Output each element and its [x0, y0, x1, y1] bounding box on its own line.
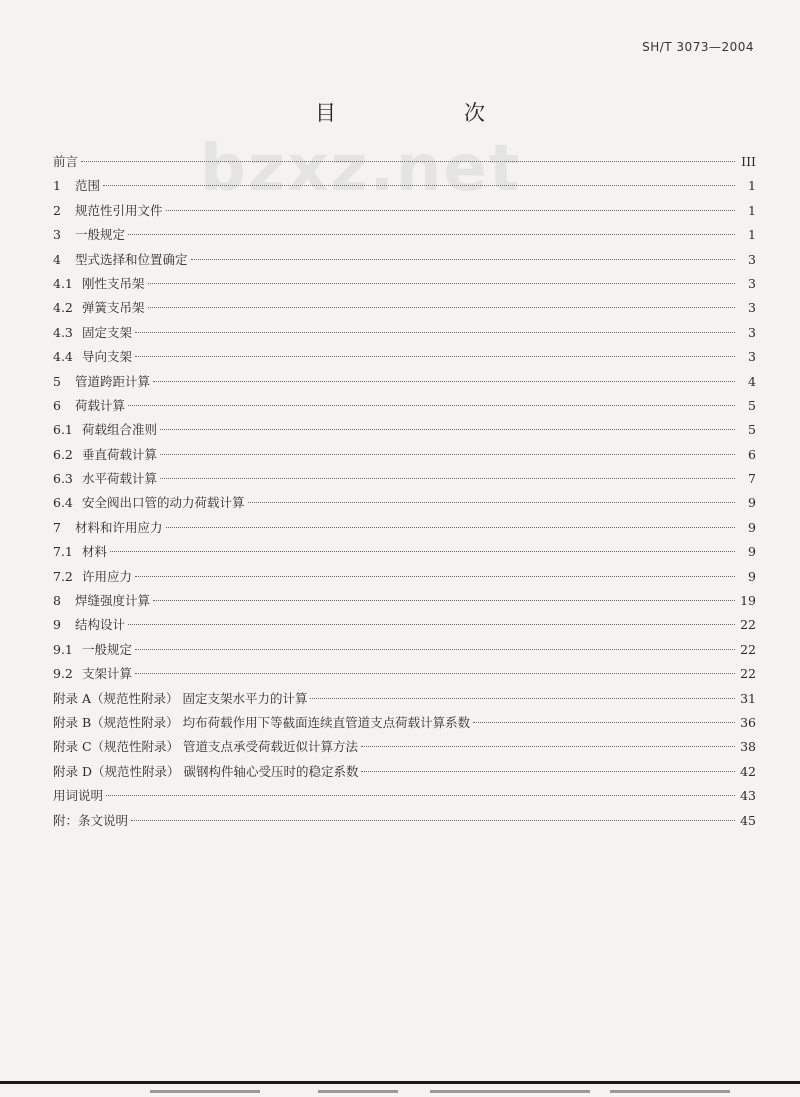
toc-entry-number: 7.1: [53, 544, 73, 560]
toc-entry-label: 荷载组合准则: [82, 422, 158, 438]
dot-leader: [473, 722, 735, 723]
toc-entry[interactable]: [53, 491, 756, 515]
dot-leader: [160, 478, 735, 479]
toc-entry[interactable]: [53, 565, 756, 589]
dot-leader: [135, 576, 735, 577]
toc-entry-number: 7: [53, 519, 61, 535]
toc-entry[interactable]: [53, 687, 756, 711]
dot-leader: [148, 307, 735, 308]
watermark: bzxz.net: [200, 132, 522, 206]
toc-entry-page: 22: [740, 617, 756, 633]
dot-leader: [160, 429, 735, 430]
toc-entry-number: 6.3: [53, 471, 73, 487]
toc-entry-page: 1: [748, 227, 756, 243]
toc-entry-label: 安全阀出口管的动力荷载计算: [82, 495, 245, 511]
toc-entry-label: 垂直荷载计算: [82, 446, 158, 462]
toc-entry-label: 规范性引用文件: [75, 202, 163, 218]
toc-entry-page: 42: [740, 763, 756, 779]
toc-entry-page: 36: [740, 714, 756, 730]
dot-leader: [128, 624, 735, 625]
toc-entry[interactable]: [53, 223, 756, 247]
toc-entry[interactable]: [53, 321, 756, 345]
toc-entry-page: 22: [740, 641, 756, 657]
toc-entry-number: 8: [53, 593, 61, 609]
title-char-1: 目: [315, 101, 336, 125]
toc-entry-number: 7.2: [53, 568, 73, 584]
toc-entry-label: 一般规定: [82, 641, 133, 657]
toc-entry-label: 管道跨距计算: [75, 373, 151, 389]
table-of-contents: [53, 150, 756, 833]
page-title: [0, 97, 800, 127]
dot-leader: [135, 673, 735, 674]
toc-entry-page: 4: [748, 373, 756, 389]
toc-entry-page: 3: [748, 275, 756, 291]
toc-entry-number: 6: [53, 397, 61, 413]
toc-entry-number: 4.3: [53, 324, 73, 340]
bottom-rule: [0, 1081, 800, 1084]
dot-leader: [148, 283, 735, 284]
toc-entry-label: 弹簧支吊架: [82, 300, 145, 316]
footer-strip: [0, 1090, 800, 1093]
dot-leader: [103, 185, 735, 186]
toc-entry[interactable]: [53, 516, 756, 540]
toc-entry-page: 3: [748, 349, 756, 365]
toc-entry-label: 附录 D（规范性附录） 碳钢构件轴心受压时的稳定系数: [53, 763, 359, 779]
toc-entry-number: 9.2: [53, 666, 73, 682]
dot-leader: [166, 210, 735, 211]
dot-leader: [248, 502, 735, 503]
toc-entry-page: 5: [748, 422, 756, 438]
toc-entry-label: 固定支架: [82, 324, 133, 340]
toc-entry-label: 范围: [75, 178, 101, 194]
dot-leader: [191, 259, 735, 260]
toc-entry[interactable]: [53, 394, 756, 418]
toc-entry-label: 焊缝强度计算: [75, 593, 151, 609]
dot-leader: [106, 795, 735, 796]
dot-leader: [160, 454, 735, 455]
toc-entry-number: 4.2: [53, 300, 73, 316]
toc-entry[interactable]: [53, 418, 756, 442]
dot-leader: [135, 332, 735, 333]
toc-entry[interactable]: [53, 613, 756, 637]
dot-leader: [153, 381, 735, 382]
toc-entry-label: 水平荷载计算: [82, 471, 158, 487]
title-char-2: 次: [464, 101, 485, 125]
toc-entry[interactable]: [53, 784, 756, 808]
toc-entry-number: 4.4: [53, 349, 73, 365]
toc-entry-page: 3: [748, 300, 756, 316]
dot-leader: [131, 820, 735, 821]
toc-entry-number: 6.2: [53, 446, 73, 462]
toc-entry-label: 附录 C（规范性附录） 管道支点承受荷载近似计算方法: [53, 739, 359, 755]
toc-entry-number: 2: [53, 202, 61, 218]
toc-entry-page: 43: [740, 788, 756, 804]
toc-entry-number: 1: [53, 178, 61, 194]
dot-leader: [81, 161, 735, 162]
toc-entry[interactable]: [53, 174, 756, 198]
toc-entry-label: 导向支架: [82, 349, 133, 365]
toc-entry-page: 1: [748, 202, 756, 218]
toc-entry-page: 9: [748, 519, 756, 535]
toc-entry-number: 9.1: [53, 641, 73, 657]
toc-entry-page: 9: [748, 568, 756, 584]
toc-entry-label: 型式选择和位置确定: [75, 251, 188, 267]
toc-entry-page: 6: [748, 446, 756, 462]
standard-code: SH/T 3073—2004: [642, 40, 754, 54]
toc-entry-page: 3: [748, 251, 756, 267]
toc-entry-label: 一般规定: [75, 227, 126, 243]
toc-entry[interactable]: [53, 540, 756, 564]
toc-entry-label: 材料: [82, 544, 108, 560]
toc-entry-page: 9: [748, 544, 756, 560]
toc-entry[interactable]: [53, 662, 756, 686]
toc-entry-label: 支架计算: [82, 666, 133, 682]
dot-leader: [135, 649, 735, 650]
toc-entry-label: 荷载计算: [75, 397, 126, 413]
toc-entry[interactable]: [53, 345, 756, 369]
toc-entry-page: III: [741, 154, 756, 169]
toc-entry-label: 结构设计: [75, 617, 126, 633]
toc-entry-label: 许用应力: [82, 568, 133, 584]
dot-leader: [110, 551, 735, 552]
toc-entry-page: 19: [740, 593, 756, 609]
dot-leader: [166, 527, 735, 528]
toc-entry-page: 7: [748, 471, 756, 487]
toc-entry[interactable]: [53, 248, 756, 272]
toc-entry[interactable]: [53, 735, 756, 759]
toc-entry[interactable]: [53, 150, 756, 174]
toc-entry-page: 38: [740, 739, 756, 755]
toc-entry[interactable]: [53, 809, 756, 833]
toc-entry[interactable]: [53, 199, 756, 223]
toc-entry-label: 附：条文说明: [53, 812, 129, 828]
dot-leader: [361, 746, 735, 747]
toc-entry[interactable]: [53, 760, 756, 784]
toc-entry-label: 附录 A（规范性附录） 固定支架水平力的计算: [53, 690, 308, 706]
toc-entry-page: 45: [740, 812, 756, 828]
toc-entry[interactable]: [53, 467, 756, 491]
toc-entry-number: 4.1: [53, 275, 73, 291]
toc-entry-number: 4: [53, 251, 61, 267]
toc-entry[interactable]: [53, 443, 756, 467]
dot-leader: [128, 234, 735, 235]
toc-entry-number: 9: [53, 617, 61, 633]
toc-entry[interactable]: [53, 296, 756, 320]
dot-leader: [135, 356, 735, 357]
toc-entry-label: 附录 B（规范性附录） 均布荷载作用下等截面连续直管道支点荷载计算系数: [53, 714, 471, 730]
toc-entry[interactable]: [53, 589, 756, 613]
toc-entry-label: 刚性支吊架: [82, 275, 145, 291]
toc-entry-number: 5: [53, 373, 61, 389]
toc-entry-page: 22: [740, 666, 756, 682]
dot-leader: [310, 698, 735, 699]
dot-leader: [361, 771, 735, 772]
toc-entry[interactable]: [53, 370, 756, 394]
toc-entry[interactable]: [53, 711, 756, 735]
toc-entry-page: 9: [748, 495, 756, 511]
toc-entry-label: 前言: [53, 154, 79, 169]
toc-entry-page: 3: [748, 324, 756, 340]
toc-entry[interactable]: [53, 272, 756, 296]
toc-entry-number: 6.1: [53, 422, 73, 438]
toc-entry-label: 材料和许用应力: [75, 519, 163, 535]
toc-entry-page: 5: [748, 397, 756, 413]
dot-leader: [128, 405, 735, 406]
dot-leader: [153, 600, 735, 601]
toc-entry-label: 用词说明: [53, 788, 104, 804]
toc-entry[interactable]: [53, 638, 756, 662]
toc-entry-number: 3: [53, 227, 61, 243]
toc-entry-number: 6.4: [53, 495, 73, 511]
toc-entry-page: 31: [740, 690, 756, 706]
toc-entry-page: 1: [748, 178, 756, 194]
